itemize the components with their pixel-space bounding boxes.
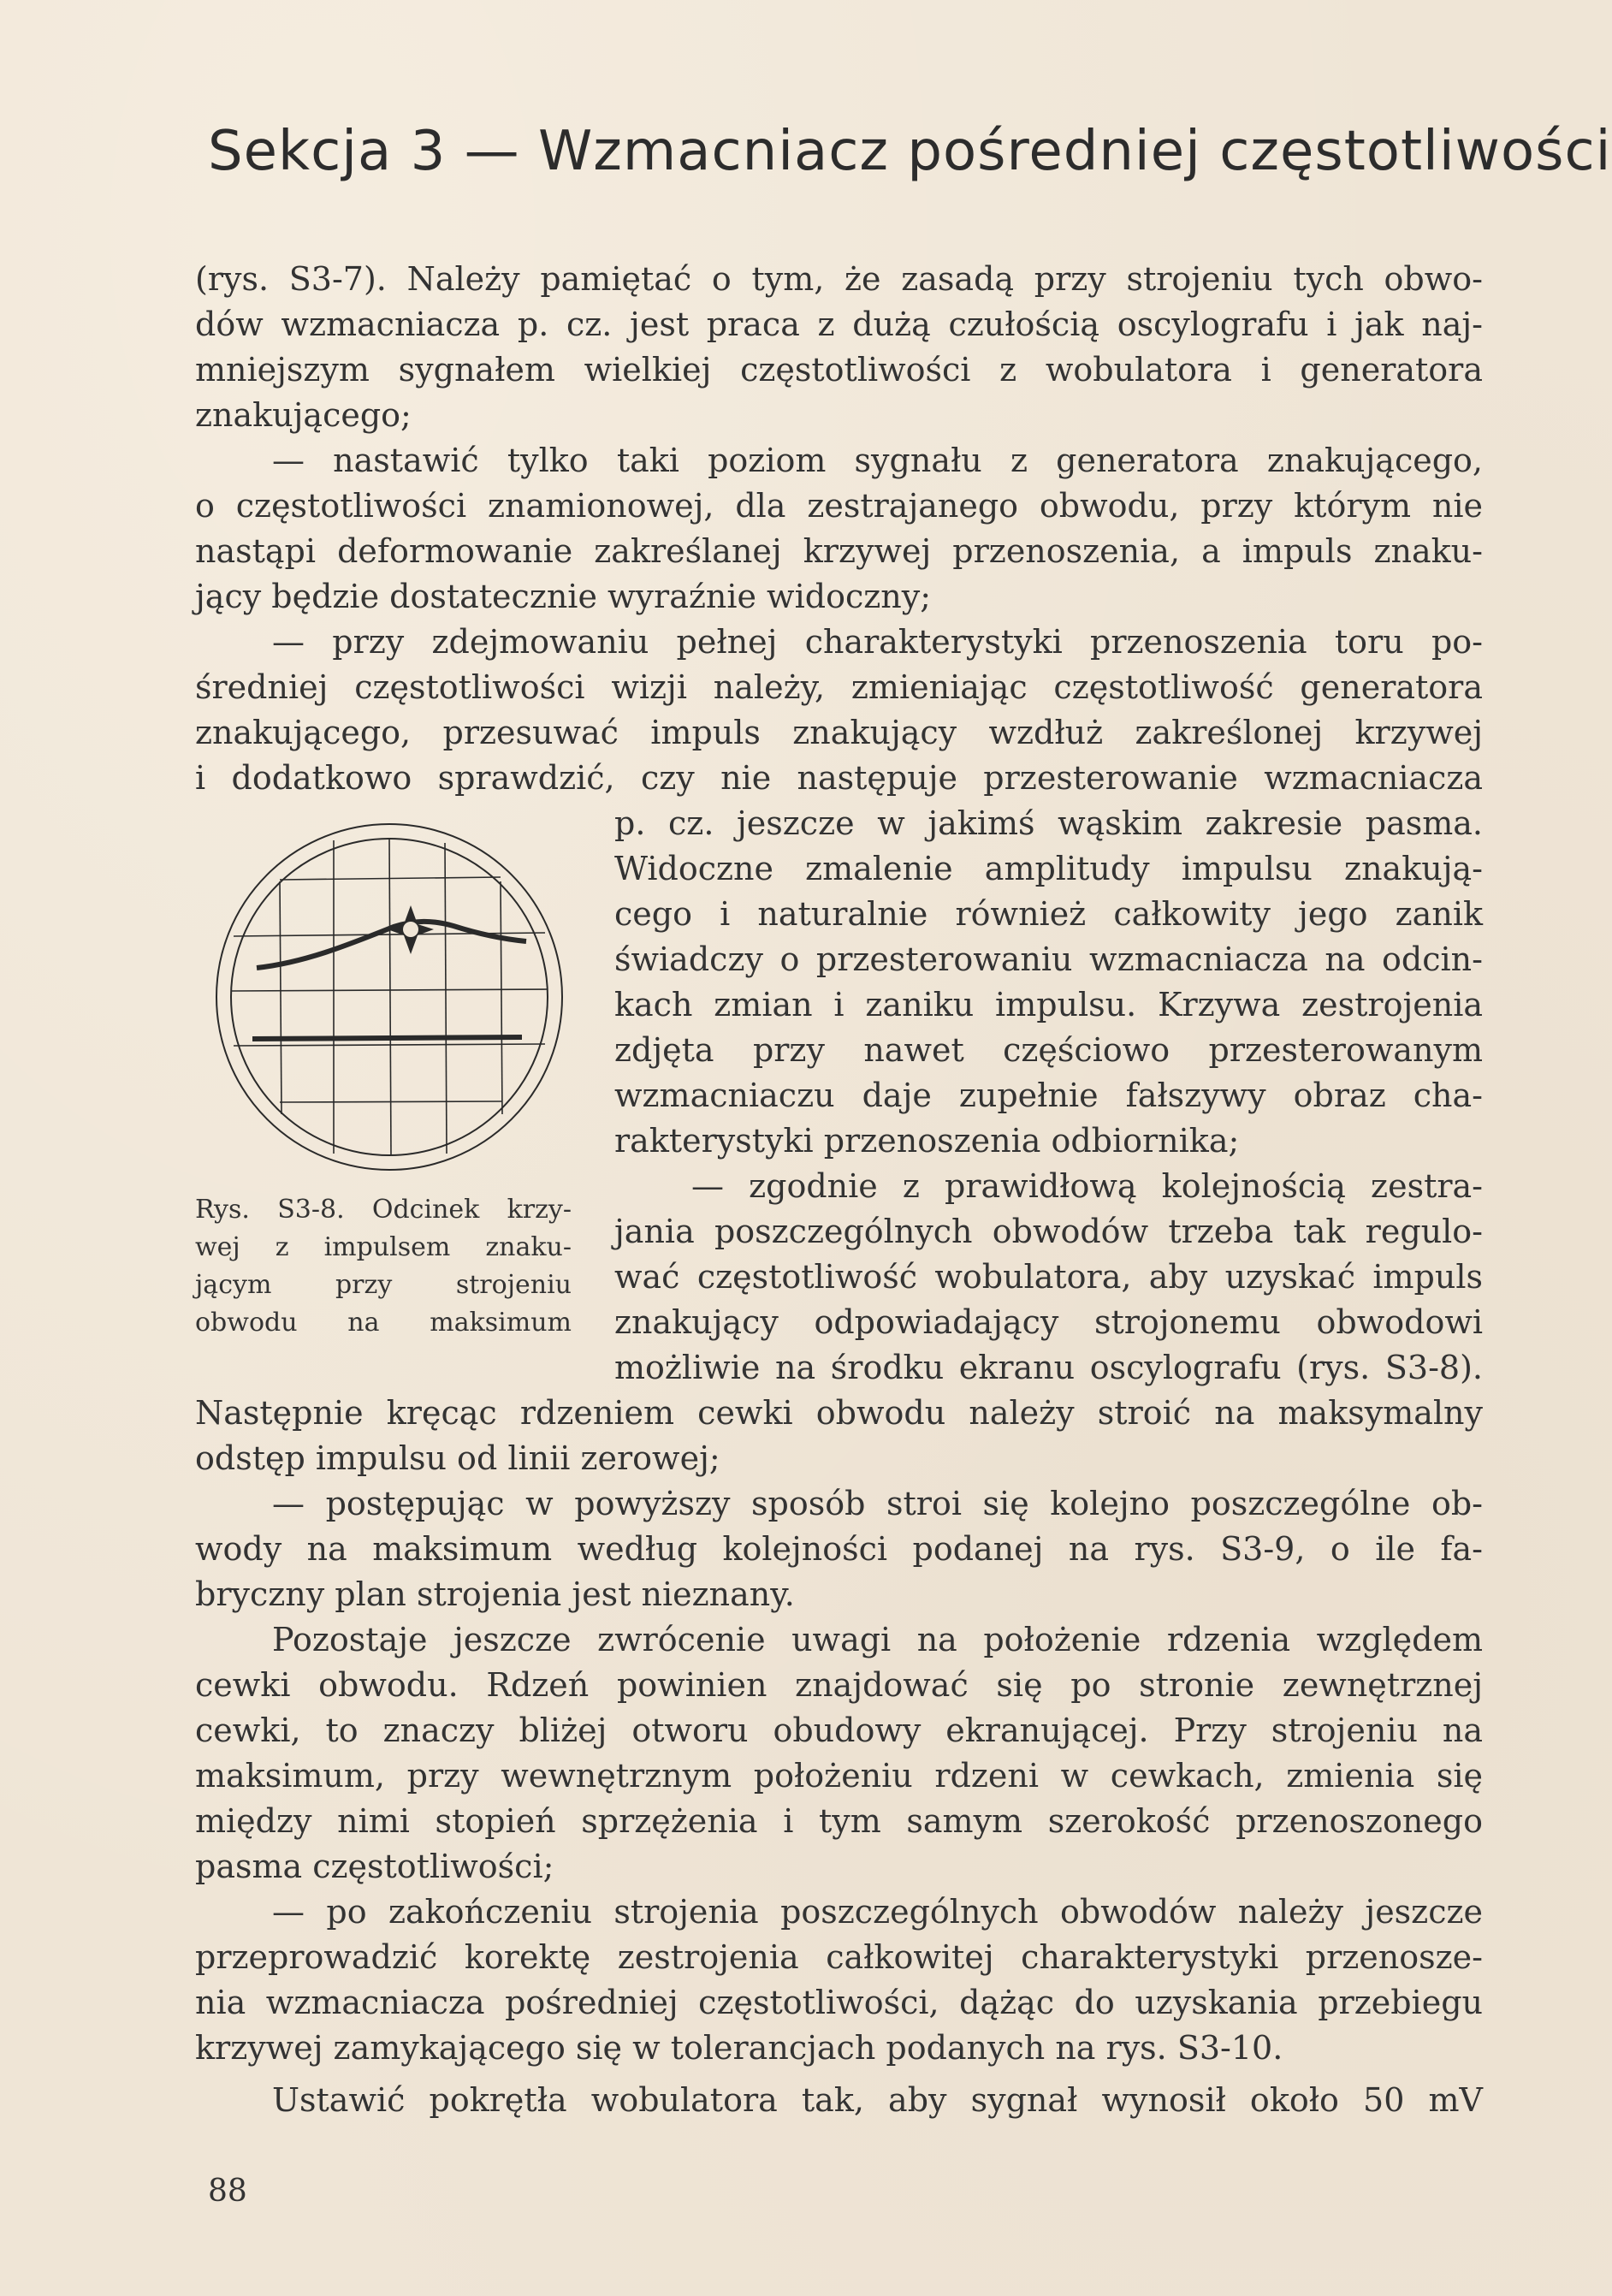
text-line: nia wzmacniacza pośredniej częstotliwości, dążąc do uzyskania przebiegu (195, 1984, 1483, 2021)
text-line: rakterystyki przenoszenia odbiornika; (614, 1122, 1240, 1160)
text-line: znakującego, przesuwać impuls znakujący wzdłuż zakreślonej krzywej (195, 714, 1483, 751)
paragraph-3-continued (614, 801, 1483, 1164)
oscilloscope-screen-icon (210, 822, 569, 1172)
figure-caption (195, 1191, 572, 1342)
caption-line: wej z impulsem znaku- (195, 1232, 572, 1262)
text-line: nastąpi deformowanie zakreślanej krzywej przenoszenia, a impuls znaku- (195, 532, 1483, 570)
text-line: — nastawić tylko taki poziom sygnału z generatora znakującego, (272, 442, 1483, 479)
section-header: Sekcja 3 — Wzmacniacz pośredniej częstotliwości (208, 120, 1612, 183)
text-line: cewki, to znaczy bliżej otworu obudowy ekranującej. Przy strojeniu na (195, 1712, 1483, 1749)
oscilloscope-figure (210, 822, 569, 1172)
text-line: dów wzmacniacza p. cz. jest praca z dużą czułością oscylografu i jak naj- (195, 306, 1483, 343)
text-line: świadczy o przesterowaniu wzmacniacza na odcin- (614, 940, 1483, 978)
text-line: p. cz. jeszcze w jakimś wąskim zakresie pasma. (614, 804, 1483, 842)
text-line: jania poszczególnych obwodów trzeba tak regulo- (614, 1213, 1483, 1250)
text-line: Widoczne zmalenie amplitudy impulsu znakują- (614, 850, 1483, 887)
paragraph-2 (195, 438, 1483, 620)
page-number: 88 (208, 2174, 247, 2209)
text-line: znakującego; (195, 396, 412, 434)
caption-line: jącym przy strojeniu (195, 1270, 572, 1300)
text-line: znakujący odpowiadający strojonemu obwodowi (614, 1303, 1483, 1341)
text-line: pasma częstotliwości; (195, 1848, 554, 1885)
caption-line: Rys. S3-8. Odcinek krzy- (195, 1195, 572, 1225)
caption-line: obwodu na maksimum (195, 1308, 572, 1338)
text-line: i dodatkowo sprawdzić, czy nie następuje przesterowanie wzmacniacza (195, 759, 1483, 797)
text-line: Ustawić pokrętła wobulatora tak, aby sygnał wynosił około 50 mV (272, 2081, 1483, 2119)
text-line: Pozostaje jeszcze zwrócenie uwagi na położenie rdzenia względem (272, 1621, 1483, 1658)
text-line: — zgodnie z prawidłową kolejnością zestra- (691, 1167, 1483, 1205)
text-line: bryczny plan strojenia jest nieznany. (195, 1575, 795, 1613)
text-line: cego i naturalnie również całkowity jego zanik (614, 895, 1483, 933)
text-line: możliwie na środku ekranu oscylografu (rys. S3-8). (614, 1349, 1483, 1386)
text-line: maksimum, przy wewnętrznym położeniu rdzeni w cewkach, zmienia się (195, 1757, 1483, 1795)
paragraph-8 (195, 2078, 1483, 2123)
text-line: jący będzie dostatecznie wyraźnie widoczny; (195, 578, 931, 615)
paragraph-5 (195, 1481, 1483, 1617)
text-line: mniejszym sygnałem wielkiej częstotliwości z wobulatora i generatora (195, 351, 1483, 389)
zero-line (252, 1037, 522, 1039)
text-line: wody na maksimum według kolejności podanej na rys. S3-9, o ile fa- (195, 1530, 1483, 1568)
text-line: (rys. S3-7). Należy pamiętać o tym, że zasadą przy strojeniu tych obwo- (195, 260, 1483, 298)
text-line: o częstotliwości znamionowej, dla zestrajanego obwodu, przy którym nie (195, 487, 1483, 525)
graticule-grid (232, 839, 547, 1155)
paragraph-4 (614, 1164, 1483, 1391)
text-line: — po zakończeniu strojenia poszczególnych obwodów należy jeszcze (272, 1893, 1483, 1931)
text-line: między nimi stopień sprzężenia i tym samym szerokość przenoszonego (195, 1802, 1483, 1840)
text-line: przeprowadzić korektę zestrojenia całkowitej charakterystyki przenosze- (195, 1938, 1483, 1976)
text-line: — przy zdejmowaniu pełnej charakterystyki przenoszenia toru po- (272, 623, 1483, 661)
text-line: wać częstotliwość wobulatora, aby uzyskać impuls (614, 1258, 1483, 1296)
text-line: zdjęta przy nawet częściowo przesterowanym (614, 1031, 1483, 1069)
text-line: Następnie kręcąc rdzeniem cewki obwodu należy stroić na maksymalny (195, 1394, 1483, 1432)
paragraph-4-continued (195, 1391, 1483, 1481)
text-line: krzywej zamykającego się w tolerancjach podanych na rys. S3-10. (195, 2029, 1283, 2067)
text-line: — postępując w powyższy sposób stroi się kolejno poszczególne ob- (272, 1485, 1483, 1522)
text-line: cewki obwodu. Rdzeń powinien znajdować się po stronie zewnętrznej (195, 1666, 1483, 1704)
paragraph-1 (195, 257, 1483, 438)
paragraph-3 (195, 620, 1483, 801)
paragraph-7 (195, 1890, 1483, 2071)
text-line: odstęp impulsu od linii zerowej; (195, 1439, 720, 1477)
text-line: wzmacniaczu daje zupełnie fałszywy obraz cha- (614, 1077, 1483, 1114)
text-line: średniej częstotliwości wizji należy, zmieniając częstotliwość generatora (195, 668, 1483, 706)
paragraph-6 (195, 1617, 1483, 1890)
text-line: kach zmian i zaniku impulsu. Krzywa zestrojenia (614, 986, 1483, 1023)
